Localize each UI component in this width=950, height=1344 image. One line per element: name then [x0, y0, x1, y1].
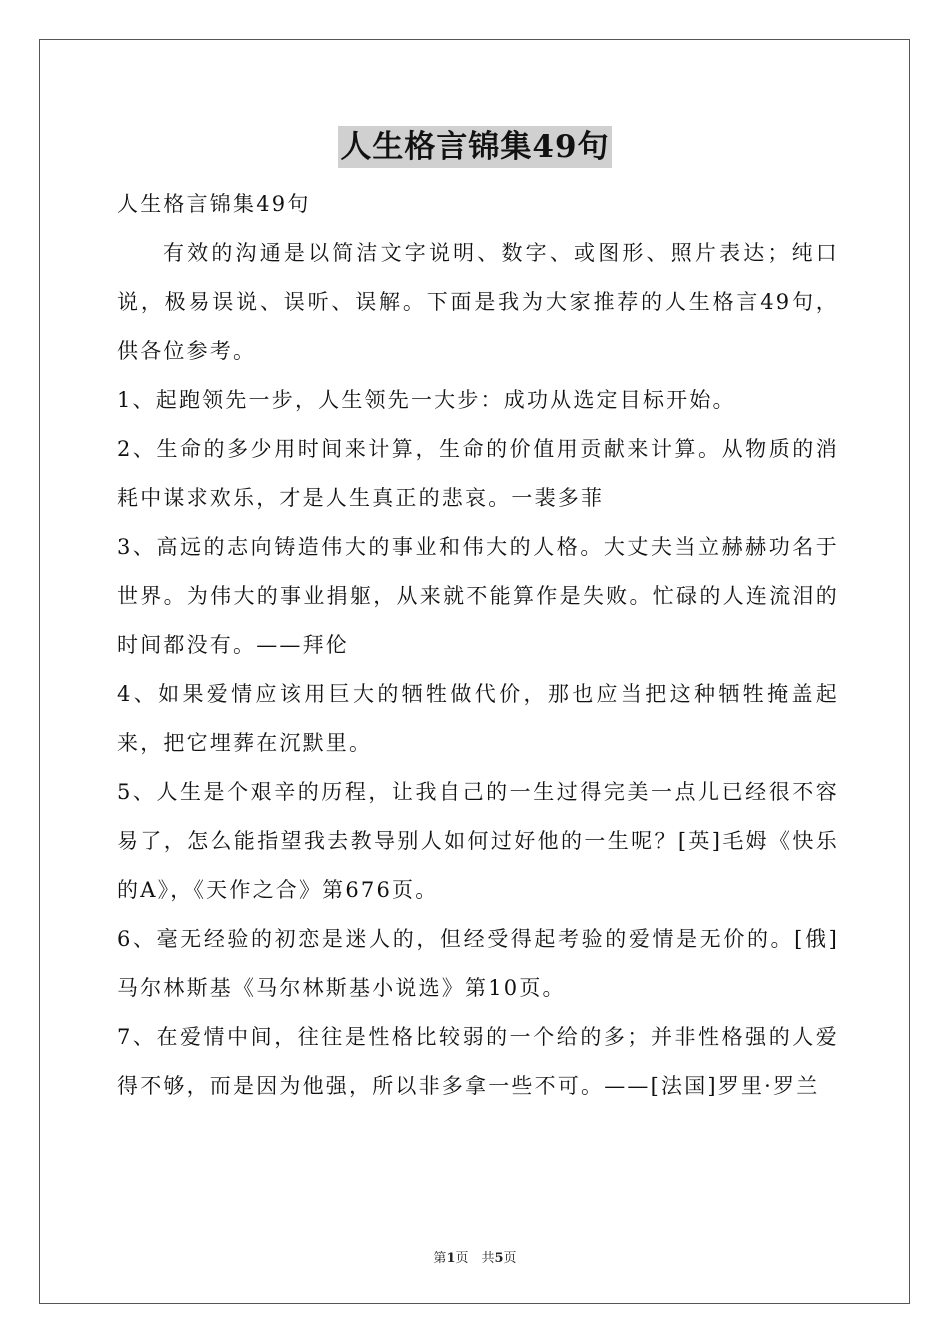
quote-item-6: 6、毫无经验的初恋是迷人的，但经受得起考验的爱情是无价的。[俄]马尔林斯基《马尔林斯基小说选》第10页。: [117, 927, 839, 1000]
document-body: [117, 180, 839, 1111]
page-label-mid: 页 共: [455, 1251, 495, 1266]
page-footer: [0, 1247, 950, 1266]
quote-item-3: 3、高远的志向铸造伟大的事业和伟大的人格。大丈夫当立赫赫功名于世界。为伟大的事业捐躯，从来就不能算作是失败。忙碌的人连流泪的时间都没有。——拜伦: [117, 535, 839, 657]
page-label-pre: 第: [433, 1251, 447, 1266]
document-title: 人生格言锦集49句: [338, 126, 611, 168]
quote-item-2: 2、生命的多少用时间来计算，生命的价值用贡献来计算。从物质的消耗中谋求欢乐，才是人生真正的悲哀。一裴多菲: [117, 437, 839, 510]
title-area: [0, 126, 950, 168]
quote-item-1: 1、起跑领先一步，人生领先一大步：成功从选定目标开始。: [117, 388, 736, 412]
page-current: 1: [446, 1251, 456, 1266]
page-total: 5: [494, 1251, 504, 1266]
quote-item-7: 7、在爱情中间，往往是性格比较弱的一个给的多；并非性格强的人爱得不够，而是因为他强，所以非多拿一些不可。——[法国]罗里·罗兰: [117, 1025, 839, 1098]
quote-item-4: 4、如果爱情应该用巨大的牺牲做代价，那也应当把这种牺牲掩盖起来，把它埋葬在沉默里。: [117, 682, 839, 755]
intro-paragraph: 有效的沟通是以简洁文字说明、数字、或图形、照片表达；纯口说，极易误说、误听、误解。下面是我为大家推荐的人生格言49句，供各位参考。: [117, 241, 839, 363]
page-label-post: 页: [503, 1251, 517, 1266]
document-subtitle: 人生格言锦集49句: [117, 192, 311, 216]
quote-item-5: 5、人生是个艰辛的历程，让我自己的一生过得完美一点儿已经很不容易了，怎么能指望我去教导别人如何过好他的一生呢？[英]毛姆《快乐的A》，《天作之合》第676页。: [117, 780, 839, 902]
